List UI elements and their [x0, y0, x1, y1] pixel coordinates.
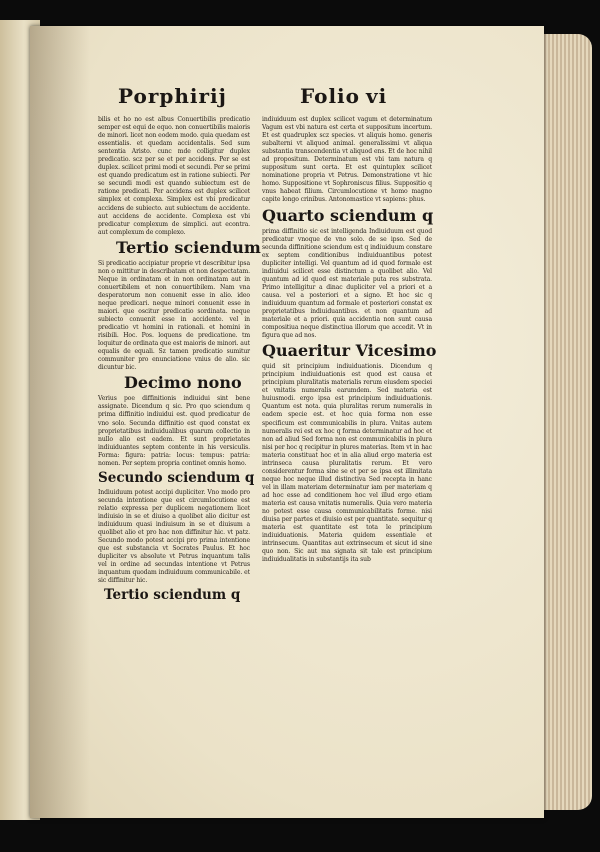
left-paragraph-4: Indiuiduum potest accipi dupliciter. Vno modo pro secunda intentione que est circumlocutione est relatio expressa per duplicem negationem licet indiuisio in se et diuiso a quolibet alio dicitur est indiuiduum quasi indiuisum in se et diuisum a quolibet alio et pro hac non diffinitur hic. vt patz. Secundo modo potest accipi pro prima intentione que est substancia vt Socrates Paulus. Et hoc dupliciter vs absolute vt Petrus inquantum talis vel in ordine ad secundas intentione vt Petrus inquantum quodam indiuiduum communicabile. et sic diffinitur hic. [98, 488, 250, 585]
left-paragraph-1: bilis et ho no est albus Conuertibilis predicatio semper est equi de equo. non conuertibilis maioris de minori. licet non eodem modo. quia quedam est essentialis. et quedam accidentalis. Sed sum sententia Aristo. cunc mde colligitur duplex predicatio. scz per se et per accidens. Per se est duplex. scilicet primi modi et secundi. Per se primi est quando predicatum est in ratione subiecti. Per se secundi modi est quando subiectum est de ratione predicati. Per accidens est duplex scilicet simplex et complexa. Simplex est vbi predicatur accidens de subiecto. aut subiectum de accidente. aut accidens de accidente. Complexa est vbi predicatur complexum de simplici. aut econtra. aut complexum de complexo. [98, 116, 250, 236]
running-head-left: Porphirij [118, 84, 227, 108]
left-paragraph-3: Verius poe diffinitionis indiuidui sint bene assignate. Dicendum q sic. Pro quo sciendum q prima diffinitio indiuidui est. quod predicatur de vno solo. Secunda diffinitio est quod constat ex proprietatibus indiuidualibus quarum collectio in nullo alio est eadem. Et sunt proprietates indiuiduantes septem contente in his versiculis. Forma: figura: patria: locus: tempus: patria: nomen. Per septem propria continet omnis homo. [98, 395, 250, 467]
running-head-right: Folio [300, 84, 360, 108]
left-paragraph-2: Si predicatio accipiatur proprie vt describitur ipsa non o mittitur in describatam et non despectatam. Neque in ordinatam et in non ordinatam aut in conuertibilem et non conuertibilem. Nam vna desperatorum non conuenit esse in alio. ideo neque predicari. neque minori conuenit esse in maiori. que oscitur predicatio sordinata. neque subiecto conuenit esse in accidente. vel in predicatio vt homini in rationali. et homini in risibili. Hoc. Pos. loquens de predicatione. tm loquitur de ordinata que est maioris de minori. aut equalis de equali. Sz tamen predicatio sumitur communiter pro enunciatione vnius de alio. sic dicuntur bic. [98, 259, 250, 372]
right-column [262, 116, 437, 564]
left-heading-4: Tertio sciendum q [104, 587, 241, 604]
left-heading-2: Decimo nono [124, 373, 242, 393]
right-heading-2: Quaeritur Vicesimo [262, 341, 437, 361]
left-column [98, 116, 261, 606]
right-paragraph-1: indiuiduum est duplex scilicet vagum et determinatum Vagum est vbi natura est certa et suppositum incertum. Et est quadruplex scz species. vt aliquis homo. generis subalterni vt aliquod animal. generalissimi vt aliqua substantia transcendentia vt aliquod ens. Et de hoc nihil ad propositum. Determinatum est vbi tam natura q suppositum sunt certa. Et est quintuplex scilicet nominatione propria vt Petrus. Demonstratione vt hic homo. Suppositione vt Sophroniscus filius. Suppositio q vnus habeat filium. Circumlocutione vt homo magno capite longo crinibus. Antonomastice vt sapiens: phus. [262, 116, 432, 204]
right-paragraph-2: prima diffinitio sic est intelligenda Indiuiduum est quod predicatur vnoque de vno solo. de se ipso. Sed de secunda diffinitione sciendum est q indiuiduum constare ex septem conditionibus indiuiduantibus potest dupliciter intelligi. Vel quantum ad id quod formale est indiuidui scilicet esse distinctum a quolibet alio. Vel quantum ad id quod est materiale puta res substrata. Primo intelligitur a dinac dupliciter vel a priori et a causa. vel a posteriori et a signo. Et hoc sic q indiuiduum quantum ad formale et posteriori constat ex proprietatibus indiuiduantibus. et non quantum ad materiale et a priori. quia accidentia non sunt causa compositiua neque distinctiua illorum que accedit. Vt in figura que ad nos. [262, 227, 432, 340]
page-gutter-shadow [30, 26, 90, 818]
left-heading-1: Tertio sciendum [116, 237, 261, 257]
right-heading-1: Quarto sciendum q [262, 205, 434, 225]
folio-number: vi [366, 84, 388, 108]
left-heading-3: Secundo sciendum q [98, 469, 255, 486]
right-paragraph-3: quid sit principium indiuiduationis. Dicendum q principium indiuiduationis est quod est causa et principium pluralitatis materialis rerum eiusdem speciei et vnitatis numeralis earumdem. Sed materia est huiusmodi. ergo ipsa est principium indiuiduationis. Quantum est nota. quia pluralitas rerum numeralis in eadem specie est. et hoc quia forma non esse specificum est communicabilis in plura. Vnitas autem numeralis rei est ex hoc q forma determinatur ad hoc et non ad aliud Sed forma non est communicabilis in plura nisi per hoc q recipitur in plures materias. Item vt in hac materia constituat hoc et in alia aliud ergo materia est intrinseca causa pluralitatis rerum. Et vero considerentur forma sine se et per se ipsa est illimitata neque hoc neque illud distinctiva Sed recepta in hanc vel in illam materiam determinatur iam per materiam q ad hoc esse ad conditionem hoc vel illud ergo etiam materia est causa vnitatis numeralis. Quia vero materia no potest esse causa communicabilitatis forme. nisi diuisa per partes et diuisio est per quantitate. sequitur q materia est quantitate est tota le principium indiuiduationis. Materia quidem essentiale et intrinsecum. Quantitas aut extrinsecum et sicut id sine quo non. Sic aut ma signata sit tale est principium indiuidualitatis in substantijs ita sub [262, 363, 432, 564]
